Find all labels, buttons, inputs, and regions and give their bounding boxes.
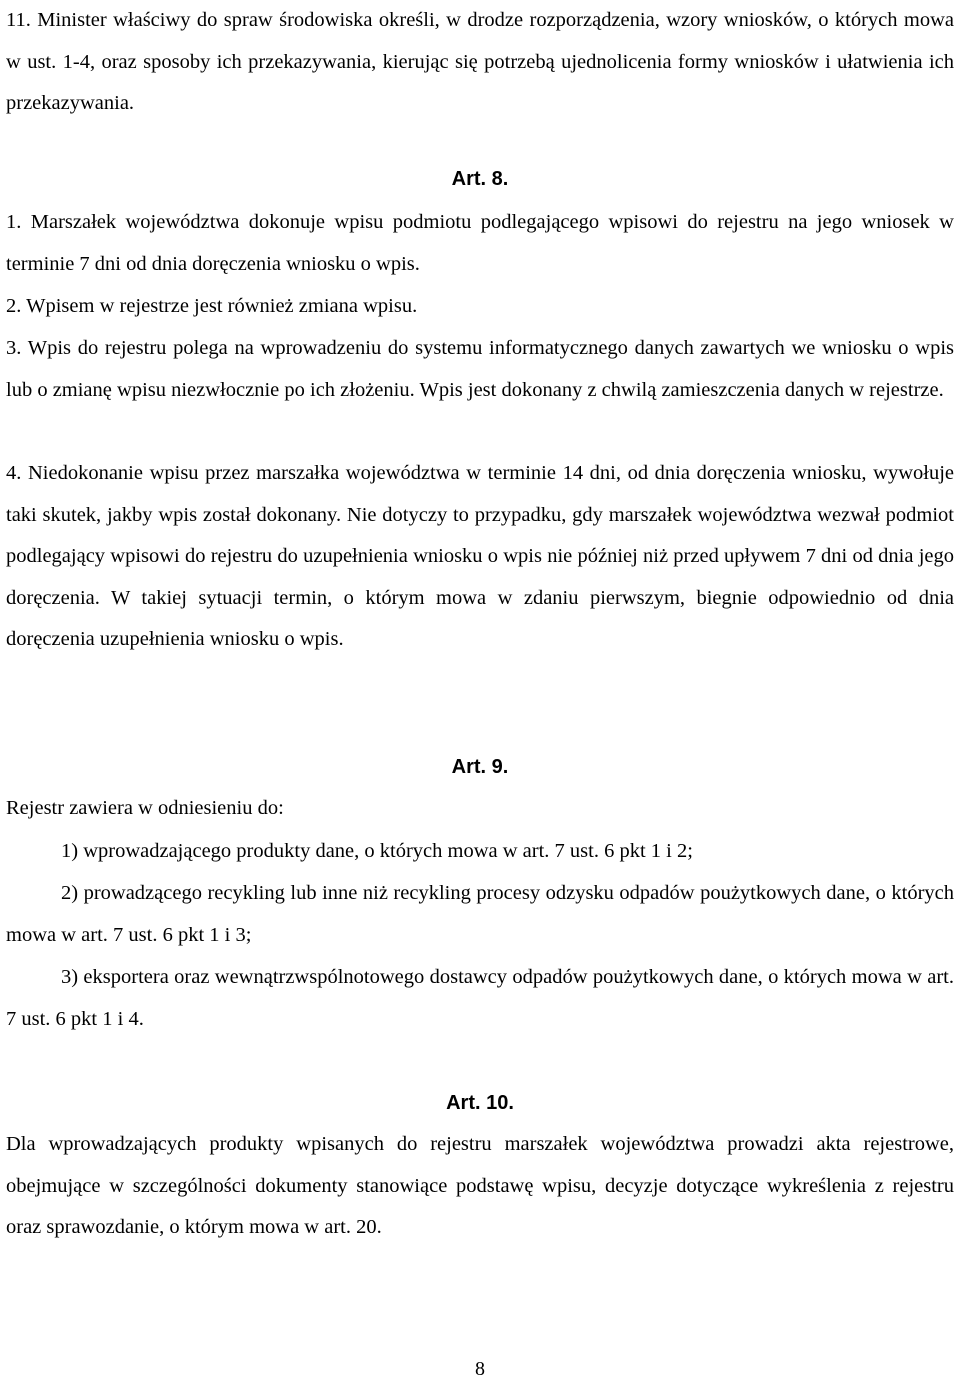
page-number: 8 (475, 1358, 485, 1380)
paragraph-11: 11. Minister właściwy do spraw środowiska określi, w drodze rozporządzenia, wzory wniosków, o których mowa w ust. 1-4, oraz sposoby ich przekazywania, kierując się potrzebą ujednolicenia formy wniosków i ułatwienia ich przekazywania. (6, 9, 954, 114)
article-10-heading: Art. 10. (446, 1092, 514, 1114)
article-9-heading: Art. 9. (451, 756, 509, 778)
art9-list-item-1: 1) wprowadzającego produkty dane, o których mowa w art. 7 ust. 6 pkt 1 i 2; (61, 840, 693, 862)
article-8-heading: Art. 8. (451, 168, 509, 190)
art8-para-4: 4. Niedokonanie wpisu przez marszałka województwa w terminie 14 dni, od dnia doręczenia wniosku, wywołuje taki skutek, jakby wpis został dokonany. Nie dotyczy to przypadku, gdy marszałek województwa wezwał podmiot podlegający wpisowi do rejestru do uzupełnienia wniosku o wpis nie później niż przed upływem 7 dni od dnia jego doręczenia. W takiej sytuacji termin, o którym mowa w zdaniu pierwszym, biegnie odpowiednio od dnia doręczenia uzupełnienia wniosku o wpis. (6, 462, 954, 650)
art8-para-1: 1. Marszałek województwa dokonuje wpisu podmiotu podlegającego wpisowi do rejestru na jego wniosek w terminie 7 dni od dnia doręczenia wniosku o wpis. (6, 211, 954, 275)
art10-para: Dla wprowadzających produkty wpisanych do rejestru marszałek województwa prowadzi akta rejestrowe, obejmujące w szczególności dokumenty stanowiące podstawę wpisu, decyzje dotyczące wykreślenia z rejestru oraz sprawozdanie, o którym mowa w art. 20. (6, 1133, 954, 1238)
art8-para-2: 2. Wpisem w rejestrze jest również zmiana wpisu. (6, 295, 418, 317)
art9-list-item-3: 3) eksportera oraz wewnątrzwspólnotowego dostawcy odpadów poużytkowych dane, o których mowa w art. 7 ust. 6 pkt 1 i 4. (6, 966, 954, 1030)
art8-para-3: 3. Wpis do rejestru polega na wprowadzeniu do systemu informatycznego danych zawartych we wniosku o wpis lub o zmianę wpisu niezwłocznie po ich złożeniu. Wpis jest dokonany z chwilą zamieszczenia danych w rejestrze. (6, 337, 954, 401)
art9-intro: Rejestr zawiera w odniesieniu do: (6, 797, 284, 819)
art9-list-item-2: 2) prowadzącego recykling lub inne niż recykling procesy odzysku odpadów poużytkowych dane, o których mowa w art. 7 ust. 6 pkt 1 i 3; (6, 882, 954, 946)
